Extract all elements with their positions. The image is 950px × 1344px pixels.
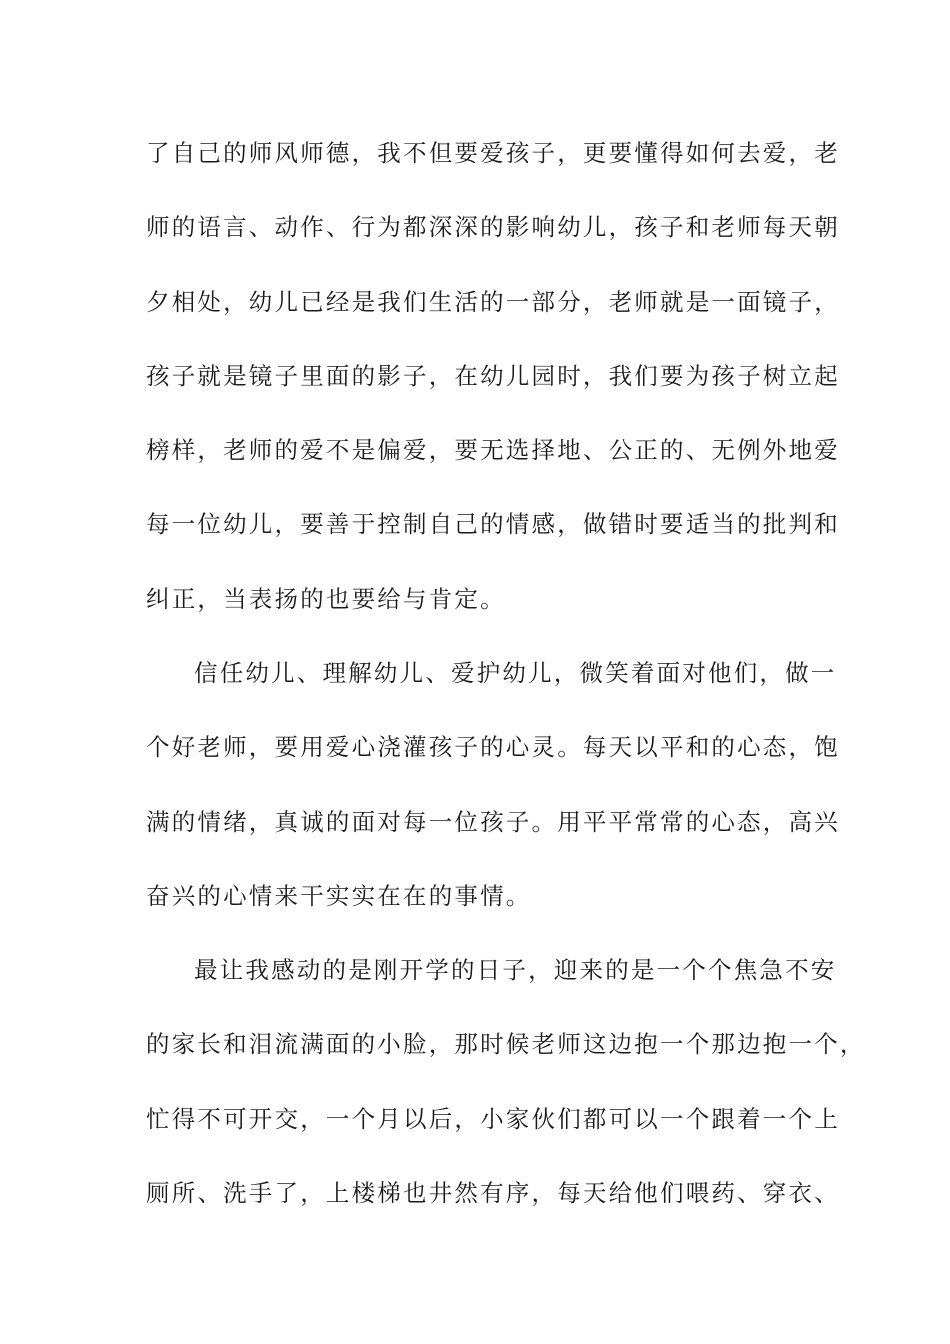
- text-line: 榜样，老师的爱不是偏爱，要无选择地、公正的、无例外地爱: [146, 436, 840, 464]
- text-line: 师的语言、动作、行为都深深的影响幼儿，孩子和老师每天朝: [146, 213, 840, 241]
- text-line: 了自己的师风师德，我不但要爱孩子，更要懂得如何去爱，老: [146, 139, 840, 167]
- text-line: 纠正，当表扬的也要给与肯定。: [146, 585, 506, 613]
- text-line: 奋兴的心情来干实实在在的事情。: [146, 882, 532, 910]
- text-line: 孩子就是镜子里面的影子，在幼儿园时，我们要为孩子树立起: [146, 362, 840, 390]
- text-line: 每一位幼儿，要善于控制自己的情感，做错时要适当的批判和: [146, 510, 840, 538]
- paragraph-first-line: 信任幼儿、理解幼儿、爱护幼儿，微笑着面对他们，做一: [194, 659, 837, 687]
- text-line: 的家长和泪流满面的小脸，那时候老师这边抱一个那边抱一个，: [146, 1030, 866, 1058]
- paragraph-first-line: 最让我感动的是刚开学的日子，迎来的是一个个焦急不安: [194, 956, 837, 984]
- text-line: 满的情绪，真诚的面对每一位孩子。用平平常常的心态，高兴: [146, 808, 840, 836]
- text-line: 厕所、洗手了，上楼梯也井然有序，每天给他们喂药、穿衣、: [146, 1179, 840, 1207]
- text-line: 忙得不可开交，一个月以后，小家伙们都可以一个跟着一个上: [146, 1105, 840, 1133]
- text-line: 个好老师，要用爱心浇灌孩子的心灵。每天以平和的心态，饱: [146, 733, 840, 761]
- text-line: 夕相处，幼儿已经是我们生活的一部分，老师就是一面镜子，: [146, 288, 840, 316]
